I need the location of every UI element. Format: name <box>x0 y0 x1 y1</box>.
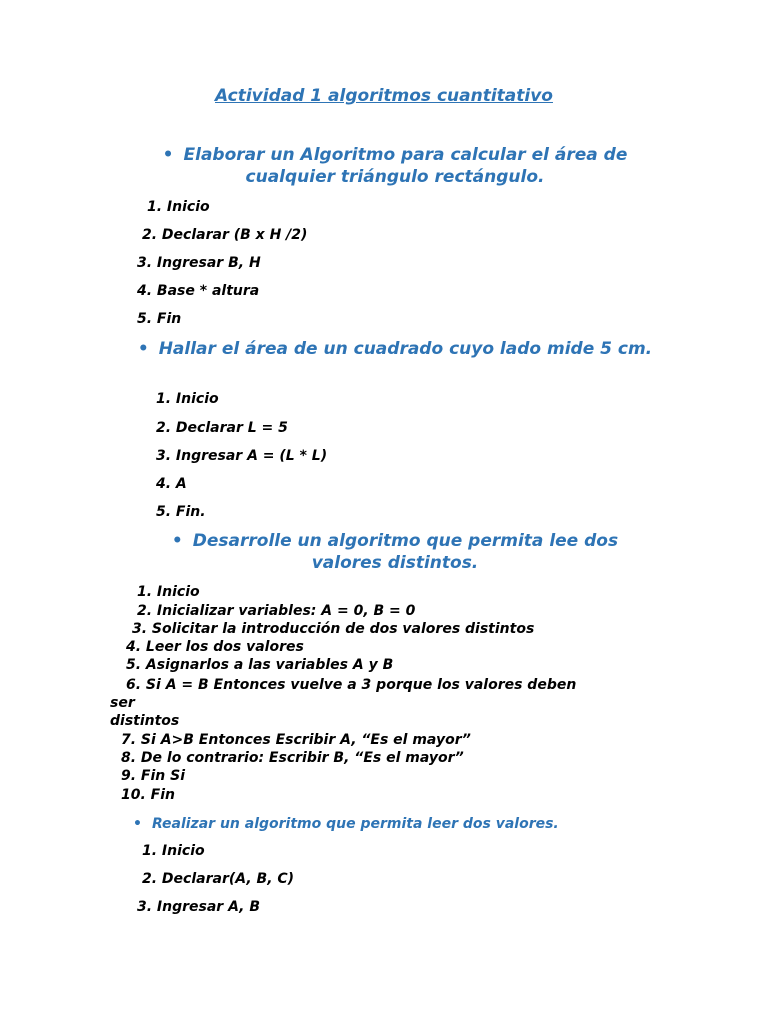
step-item: 7. Si A>B Entonces Escribir A, “Es el mayor” <box>121 732 471 748</box>
section-heading-square-area <box>135 338 655 360</box>
section-heading-text: Realizar un algoritmo que permita leer dos valores. <box>151 816 559 832</box>
section-heading-text: Hallar el área de un cuadrado cuyo lado mide 5 cm. <box>158 339 653 359</box>
step-item-continuation: distintos <box>110 713 180 729</box>
section-heading-distinct-values <box>150 530 640 574</box>
bullet-marker: • <box>137 339 149 359</box>
step-item: 4. Leer los dos valores <box>126 639 304 655</box>
step-item: 1. Inicio <box>147 199 210 215</box>
step-item: 3. Ingresar B, H <box>137 255 261 271</box>
step-item: 2. Declarar L = 5 <box>156 420 288 436</box>
step-item: 3. Ingresar A, B <box>137 899 261 915</box>
step-item: 6. Si A = B Entonces vuelve a 3 porque los valores deben <box>126 677 577 693</box>
step-item: 1. Inicio <box>137 584 200 600</box>
step-item: 5. Fin <box>137 311 182 327</box>
section-heading-triangle-area <box>140 144 650 188</box>
step-item: 2. Declarar (B x H /2) <box>142 227 308 243</box>
step-item: 4. A <box>156 476 187 492</box>
step-item: 5. Asignarlos a las variables A y B <box>126 657 394 673</box>
bullet-marker: • <box>133 816 142 832</box>
step-item: 1. Inicio <box>142 843 205 859</box>
step-item: 3. Ingresar A = (L * L) <box>156 448 328 464</box>
step-item: 1. Inicio <box>156 391 219 407</box>
step-item: 2. Declarar(A, B, C) <box>142 871 295 887</box>
step-item: 10. Fin <box>121 787 176 803</box>
step-item: 8. De lo contrario: Escribir B, “Es el mayor” <box>121 750 464 766</box>
section-heading-read-values <box>133 813 653 835</box>
step-item: 9. Fin Si <box>121 768 186 784</box>
document-title: Actividad 1 algoritmos cuantitativo <box>215 86 553 106</box>
section-heading-text: Elaborar un Algoritmo para calcular el área de cualquier triángulo rectángulo. <box>183 145 628 187</box>
step-item: 4. Base * altura <box>137 283 260 299</box>
step-item-continuation: ser <box>110 695 135 711</box>
step-item: 3. Solicitar la introducción de dos valores distintos <box>132 621 535 637</box>
section-heading-text: Desarrolle un algoritmo que permita lee dos valores distintos. <box>192 531 619 573</box>
bullet-marker: • <box>162 145 174 165</box>
step-item: 5. Fin. <box>156 504 206 520</box>
bullet-marker: • <box>171 531 183 551</box>
step-item: 2. Inicializar variables: A = 0, B = 0 <box>137 603 416 619</box>
